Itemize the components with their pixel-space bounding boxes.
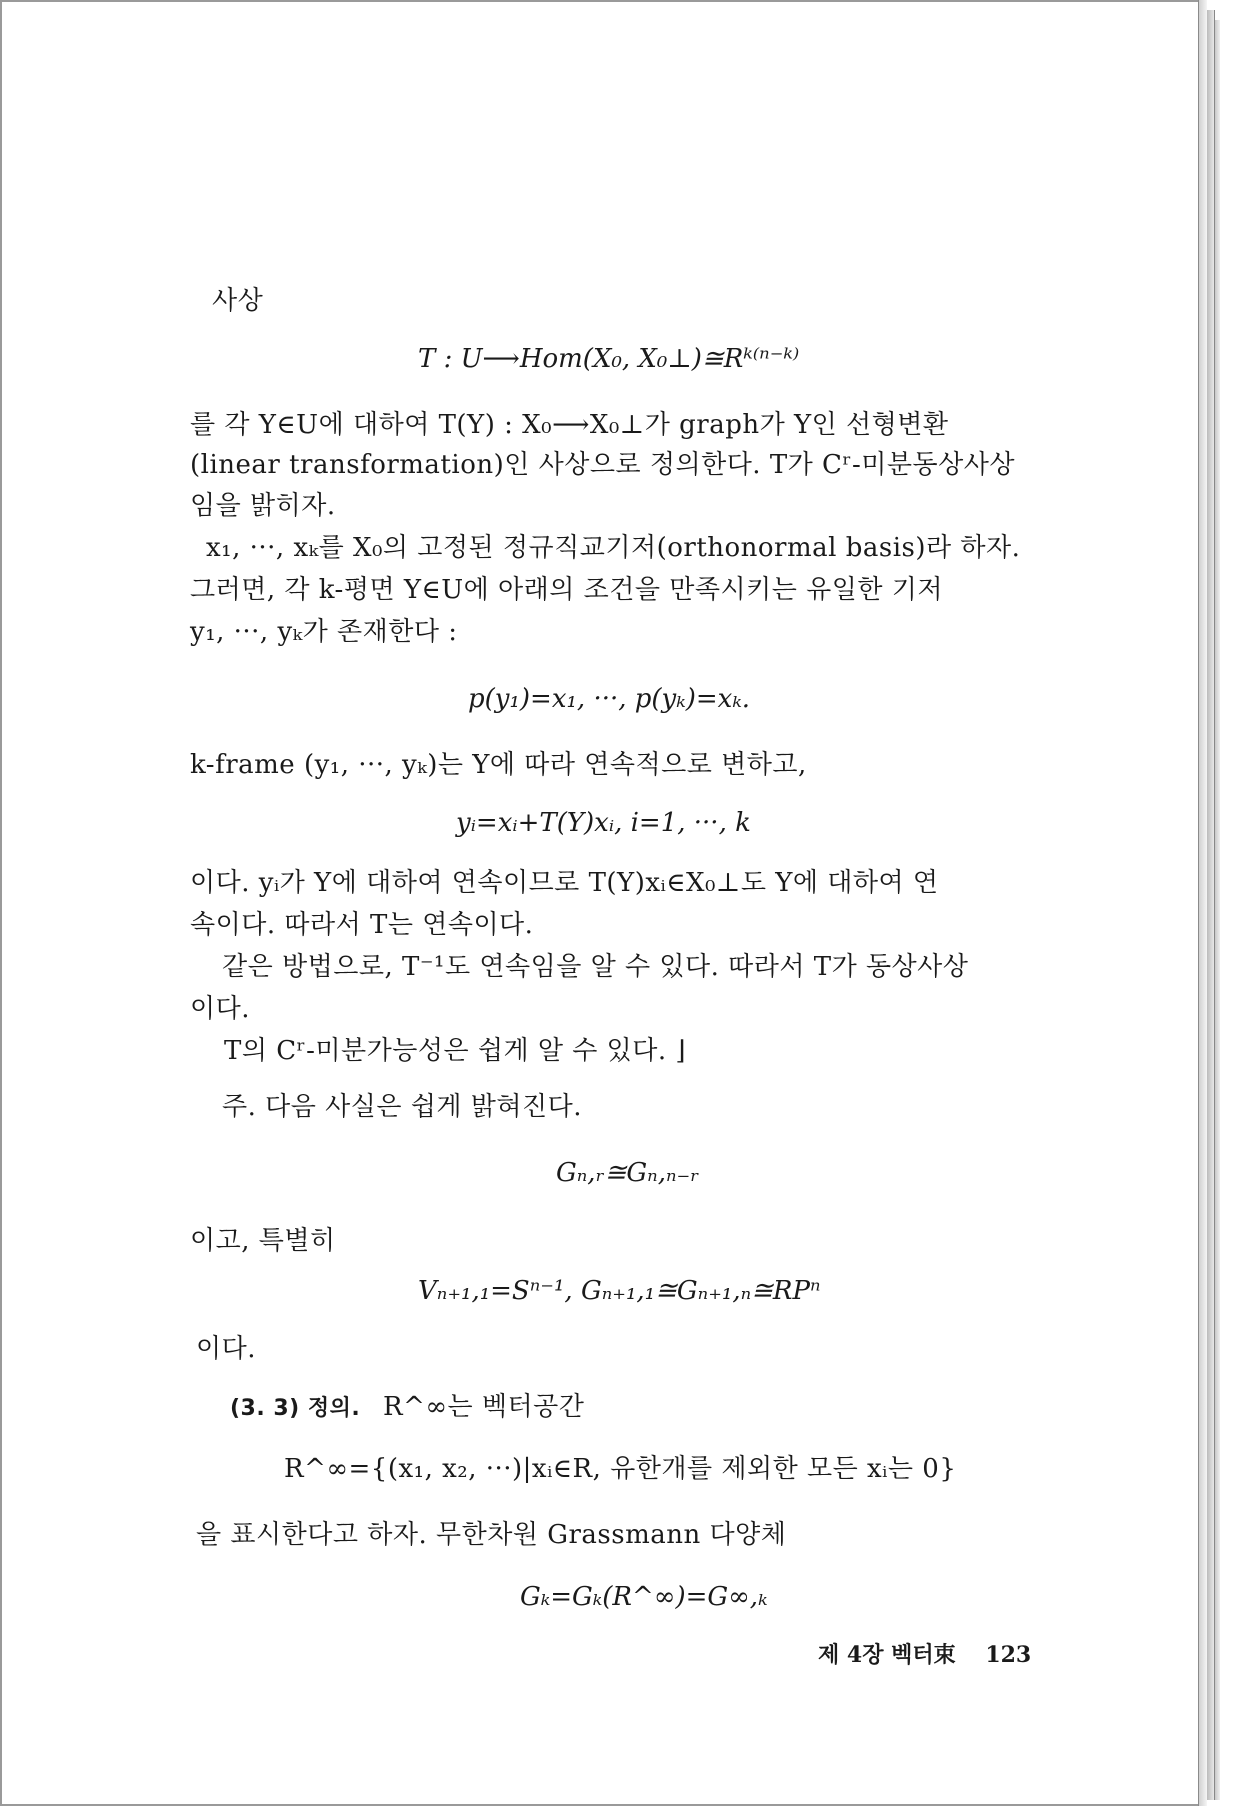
text-line: (linear transformation)인 사상으로 정의한다. T가 Cʳ-미분동상사상 [190,450,1015,480]
text-line: 이다. [196,1334,256,1364]
text-line: 이고, 특별히 [190,1226,336,1256]
text-line: 주. 다음 사실은 쉽게 밝혀진다. [222,1092,582,1122]
page-edge [1215,20,1220,1800]
text-line: k-frame (y₁, ···, yₖ)는 Y에 따라 연속적으로 변하고, [190,750,807,780]
definition-text: R^∞는 벡터공간 [383,1392,585,1422]
text-line: 를 각 Y∈U에 대하여 T(Y) : X₀⟶X₀⊥가 graph가 Y인 선형변환 [190,410,949,440]
text-line: 임을 밝히자. [190,491,336,521]
running-footer [818,1644,1031,1666]
text-line: 속이다. 따라서 T는 연속이다. [190,910,534,940]
page-edge [1198,0,1207,1806]
text-line: 같은 방법으로, T⁻¹도 연속임을 알 수 있다. 따라서 T가 동상사상 [222,952,969,982]
text-line: x₁, ···, xₖ를 X₀의 고정된 정규직교기저(orthonormal basis)라 하자. [206,533,1021,563]
text-line: 그러면, 각 k-평면 Y∈U에 아래의 조건을 만족시키는 유일한 기저 [190,575,943,605]
definition-label: (3. 3) 정의. [230,1396,361,1421]
text-line: T의 Cʳ-미분가능성은 쉽게 알 수 있다. ⌋ [224,1036,687,1066]
page-number: 123 [985,1642,1032,1668]
formula-line: R^∞={(x₁, x₂, ···)|xᵢ∈R, 유한개를 제외한 모든 xᵢ는 0} [284,1454,957,1484]
chapter-title: 제 4장 벡터束 [818,1642,956,1668]
formula-line: Gₙ,ᵣ≅Gₙ,ₙ₋ᵣ [556,1158,700,1188]
formula-line: T : U⟶Hom(X₀, X₀⊥)≅Rᵏ⁽ⁿ⁻ᵏ⁾ [418,344,800,374]
page-edge [1207,10,1215,1800]
formula-line: p(y₁)=x₁, ···, p(yₖ)=xₖ. [468,684,751,714]
formula-line: Vₙ₊₁,₁=Sⁿ⁻¹, Gₙ₊₁,₁≅Gₙ₊₁,ₙ≅RPⁿ [418,1276,821,1306]
text-line: y₁, ···, yₖ가 존재한다 : [190,617,458,647]
text-line: 을 표시한다고 하자. 무한차원 Grassmann 다양체 [196,1520,787,1550]
formula-line: Gₖ=Gₖ(R^∞)=G∞,ₖ [520,1582,768,1612]
text-line: 이다. yᵢ가 Y에 대하여 연속이므로 T(Y)xᵢ∈X₀⊥도 Y에 대하여 연 [190,868,939,898]
text-line: 이다. [190,994,250,1024]
text-line: 사상 [212,286,264,316]
definition-line [230,1394,584,1420]
formula-line: yᵢ=xᵢ+T(Y)xᵢ, i=1, ···, k [456,808,751,838]
